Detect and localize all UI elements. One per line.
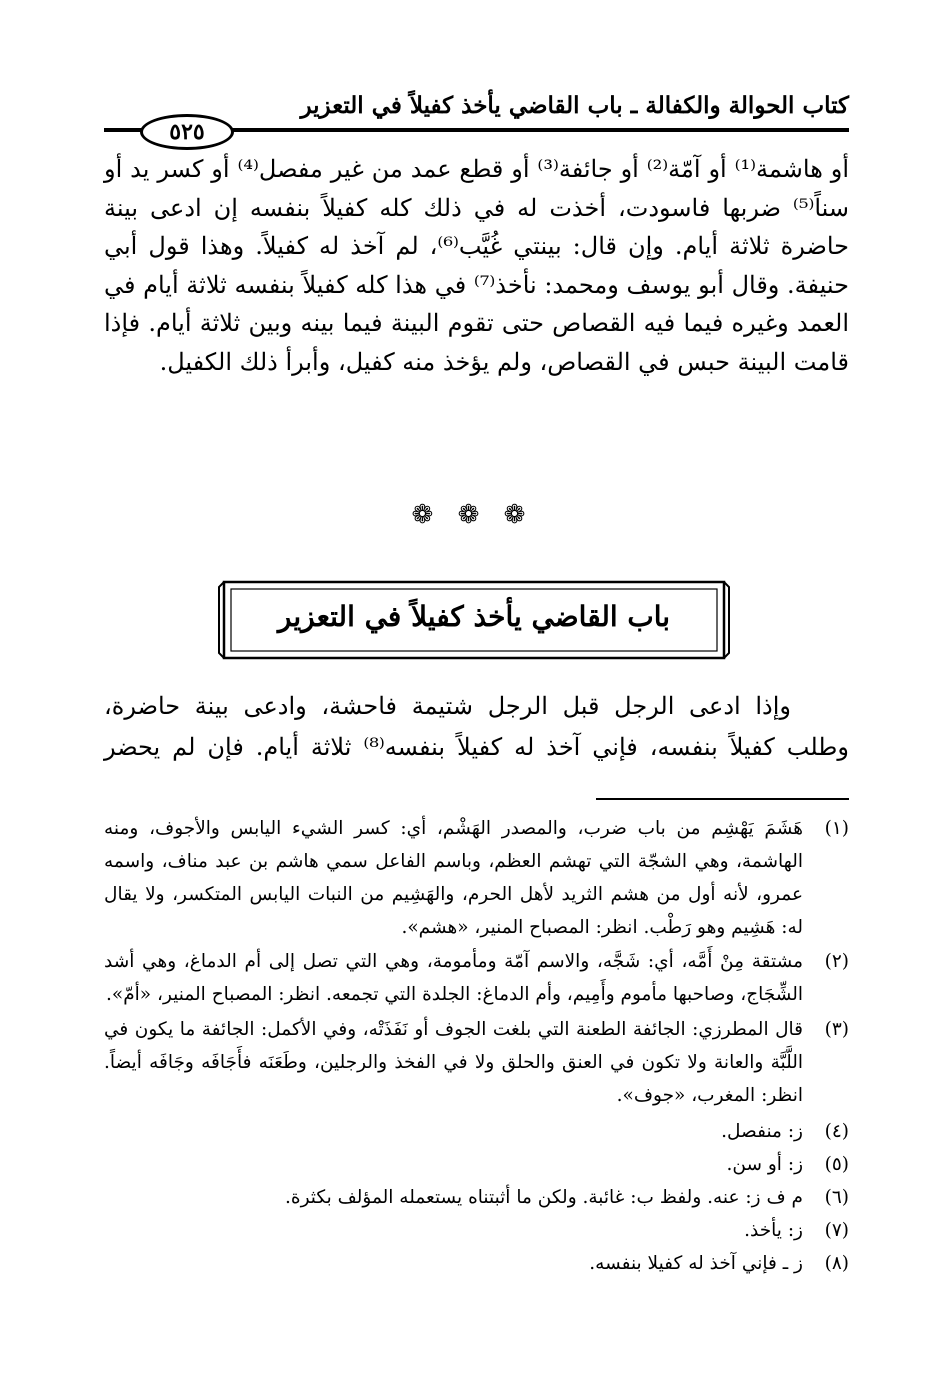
footnote-number: (٣)	[824, 1019, 849, 1040]
footnote	[104, 1013, 849, 1112]
footnote	[104, 1214, 849, 1247]
footnote-text: هَشَمَ يَهْشِم من باب ضرب، والمصدر الهَشْم، أي: كسر الشيء اليابس والأجوف، ومنه الهاشمة، وهي الشجّة التي تهشم العظم، وباسم الفاعل سمي هاشم بن عبد مناف، واسمه عمرو، لأنه أول من هشم الثريد لأهل الحرم، والهَشِيم من النبات اليابس المتكسر، ولا يقال له: هَشِيم وهو رَطْب. انظر: المصباح المنير، «هشم».	[104, 818, 803, 938]
footnote-text: مشتقة مِنْ أَمَّه، أي: شَجَّه، والاسم آمّة ومأمومة، وهي التي تصل إلى أم الدماغ، وهي أشد الشِّجَاج، وصاحبها مأموم وأَمِيم، وأم الدماغ: الجلدة التي تجمعه. انظر: المصباح المنير، «أمّ».	[104, 951, 803, 1005]
footnote-number: (١)	[824, 818, 849, 839]
running-title: كتاب الحوالة والكفالة ـ باب القاضي يأخذ كفيلاً في التعزير	[300, 92, 849, 119]
footnote	[104, 945, 849, 1011]
footnote	[104, 1247, 849, 1280]
footnote-number: (٦)	[824, 1187, 849, 1208]
page-number: ٥٢٥	[140, 114, 234, 150]
footnote-number: (٤)	[824, 1121, 849, 1142]
footnote-number: (٧)	[824, 1220, 849, 1241]
paragraph-1: أو هاشمة⁽¹⁾ أو آمّة⁽²⁾ أو جائفة⁽³⁾ أو قطع عمد من غير مفصل⁽⁴⁾ أو كسر يد أو سناً⁽⁵⁾ ضربها فاسودت، أخذت له في ذلك كله كفيلاً بنفسه إن ادعى بينة حاضرة ثلاثة أيام. وإن قال: بينتي غُيَّب⁽⁶⁾، لم آخذ له كفيلاً. وهذا قول أبي حنيفة. وقال أبو يوسف ومحمد: نأخذ⁽⁷⁾ في هذا كله كفيلاً بنفسه ثلاثة أيام في العمد وغيره فيما فيه القصاص حتى تقوم البينة فيما بينه وبين ثلاثة أيام. فإذا قامت البينة حبس في القصاص، ولم يؤخذ منه كفيل، وأبرأ ذلك الكفيل.	[104, 155, 850, 376]
footnote-text: م ف ز: عنه. ولفظ ب: غائبة. ولكن ما أثبتناه يستعمله المؤلف بكثرة.	[285, 1187, 803, 1208]
chapter-title-box	[218, 578, 730, 662]
chapter-title: باب القاضي يأخذ كفيلاً في التعزير	[277, 600, 671, 633]
footnote-text: ز: يأخذ.	[744, 1220, 803, 1241]
footnote-text: ز: منفصل.	[721, 1121, 803, 1142]
footnote-number: (٢)	[824, 951, 849, 972]
footnote-text: ز: أو سن.	[726, 1154, 803, 1175]
footnote-number: (٨)	[824, 1253, 849, 1274]
chapter-text	[104, 686, 849, 768]
paragraph-2: وإذا ادعى الرجل قبل الرجل شتيمة فاحشة، وادعى بينة حاضرة، وطلب كفيلاً بنفسه، فإني آخذ له كفيلاً بنفسه⁽⁸⁾ ثلاثة أيام. فإن لم يحضر	[104, 692, 849, 761]
section-separator: ❁ ❁ ❁	[411, 500, 534, 530]
main-text	[104, 150, 849, 382]
footnote-rule	[596, 798, 849, 800]
footnote	[104, 812, 849, 944]
footnote-text: ز ـ فإني آخذ له كفيلا بنفسه.	[589, 1253, 803, 1274]
footnotes	[104, 812, 849, 1280]
footnote	[104, 1148, 849, 1181]
footnote-number: (٥)	[824, 1154, 849, 1175]
footnote	[104, 1115, 849, 1148]
footnote-text: قال المطرزي: الجائفة الطعنة التي بلغت الجوف أو نَفَذَتْه، وفي الأكمل: الجائفة ما يكون في اللَّبَّة والعانة ولا تكون في العنق والحلق ولا في الفخذ والرجلين، وطَعَنَه فأَجَافَه وجَافَه أيضاً. انظر: المغرب، «جوف».	[104, 1019, 803, 1106]
footnote	[104, 1181, 849, 1214]
